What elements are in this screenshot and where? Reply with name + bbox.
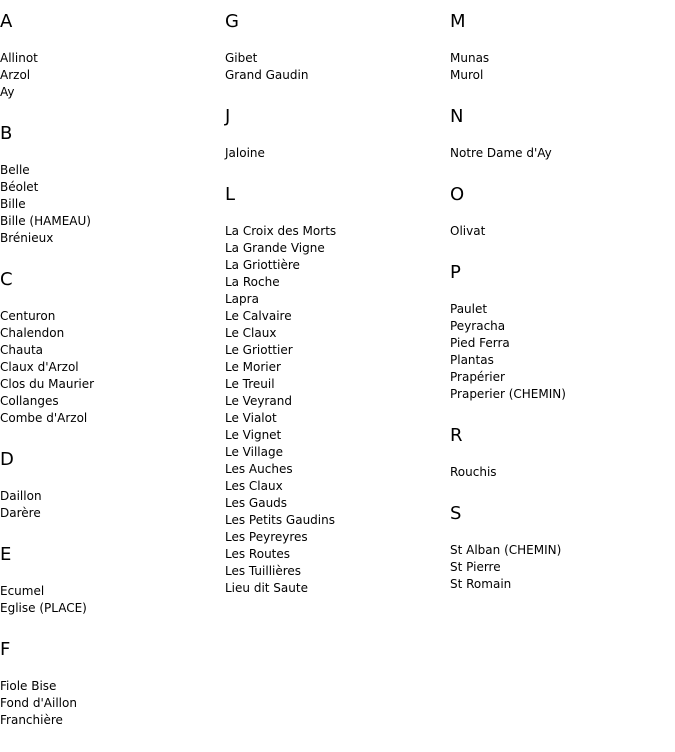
letter-heading: A	[0, 11, 13, 32]
street-name: Les Routes	[225, 547, 291, 561]
street-name: Bille (HAMEAU)	[0, 214, 91, 228]
letter-group	[0, 12, 220, 101]
letter-group	[450, 504, 670, 593]
letter-heading: E	[0, 544, 12, 565]
street-list	[450, 145, 670, 162]
letter-heading: S	[450, 503, 462, 524]
letter-heading: P	[450, 262, 461, 283]
street-name: Daillon	[0, 489, 42, 503]
street-name: Munas	[450, 51, 490, 65]
street-name: Fiole Bise	[0, 679, 57, 693]
letter-group	[450, 426, 670, 481]
street-name: Les Peyreyres	[225, 530, 308, 544]
street-name: La Grande Vigne	[225, 241, 325, 255]
street-list	[0, 162, 220, 247]
letter-heading: F	[0, 639, 11, 660]
letter-heading: N	[450, 106, 464, 127]
street-name: Franchière	[0, 713, 63, 727]
index-column	[225, 0, 445, 620]
letter-heading: O	[450, 184, 465, 205]
street-name: Jaloine	[225, 146, 265, 160]
letter-heading: L	[225, 184, 236, 205]
street-name: Plantas	[450, 353, 494, 367]
letter-heading: B	[0, 123, 13, 144]
street-name: Les Tuillières	[225, 564, 302, 578]
street-name: Brénieux	[0, 231, 54, 245]
street-name: Le Calvaire	[225, 309, 292, 323]
street-name: Ay	[0, 85, 15, 99]
street-name: Pied Ferra	[450, 336, 510, 350]
street-name: Chalendon	[0, 326, 65, 340]
street-name: Combe d'Arzol	[0, 411, 88, 425]
letter-heading: D	[0, 449, 14, 470]
street-name: Les Auches	[225, 462, 293, 476]
street-list	[450, 464, 670, 481]
street-name: Fond d'Aillon	[0, 696, 77, 710]
street-name: Le Griottier	[225, 343, 293, 357]
letter-group	[0, 545, 220, 617]
street-list	[0, 308, 220, 427]
street-name: Le Vignet	[225, 428, 282, 442]
street-name: Arzol	[0, 68, 31, 82]
street-list	[450, 542, 670, 593]
street-name: St Pierre	[450, 560, 501, 574]
street-name: Notre Dame d'Ay	[450, 146, 552, 160]
street-name: Le Veyrand	[225, 394, 292, 408]
street-name: Peyracha	[450, 319, 506, 333]
street-name: Les Claux	[225, 479, 283, 493]
letter-group	[225, 185, 445, 597]
letter-heading: J	[225, 106, 231, 127]
street-list	[450, 301, 670, 403]
street-list	[0, 488, 220, 522]
letter-group	[0, 450, 220, 522]
street-name: Centuron	[0, 309, 56, 323]
letter-group	[450, 12, 670, 84]
street-name: Le Morier	[225, 360, 281, 374]
street-name: Allinot	[0, 51, 38, 65]
index-column	[0, 0, 220, 752]
street-name: Le Claux	[225, 326, 277, 340]
letter-group	[450, 107, 670, 162]
street-list	[450, 50, 670, 84]
street-name: La Griottière	[225, 258, 300, 272]
street-list	[225, 50, 445, 84]
letter-group	[450, 185, 670, 240]
street-name: Murol	[450, 68, 484, 82]
street-name: Bille	[0, 197, 26, 211]
street-name: Le Treuil	[225, 377, 275, 391]
letter-group	[0, 124, 220, 247]
letter-group	[225, 12, 445, 84]
street-list	[0, 583, 220, 617]
street-name: Béolet	[0, 180, 39, 194]
letter-heading: C	[0, 269, 13, 290]
street-name: Chauta	[0, 343, 44, 357]
street-list	[0, 678, 220, 729]
street-name: Paulet	[450, 302, 488, 316]
street-name: Le Vialot	[225, 411, 277, 425]
letter-heading: G	[225, 11, 239, 32]
street-name: Ecumel	[0, 584, 45, 598]
street-name: Grand Gaudin	[225, 68, 309, 82]
street-name: Praperier (CHEMIN)	[450, 387, 566, 401]
letter-heading: M	[450, 11, 466, 32]
letter-group	[225, 107, 445, 162]
street-name: Eglise (PLACE)	[0, 601, 87, 615]
street-name: St Alban (CHEMIN)	[450, 543, 562, 557]
street-list	[225, 223, 445, 597]
street-name: Rouchis	[450, 465, 497, 479]
street-name: Les Gauds	[225, 496, 288, 510]
street-name: Le Village	[225, 445, 283, 459]
index-column	[450, 0, 670, 616]
street-name: Gibet	[225, 51, 258, 65]
street-name: Prapérier	[450, 370, 505, 384]
street-name: Clos du Maurier	[0, 377, 95, 391]
street-name: Lieu dit Saute	[225, 581, 308, 595]
street-name: La Roche	[225, 275, 280, 289]
street-name: Les Petits Gaudins	[225, 513, 335, 527]
street-name: Claux d'Arzol	[0, 360, 79, 374]
street-name: St Romain	[450, 577, 512, 591]
street-list	[225, 145, 445, 162]
street-name: Darère	[0, 506, 41, 520]
letter-group	[0, 270, 220, 427]
street-name: La Croix des Morts	[225, 224, 337, 238]
letter-group	[450, 263, 670, 403]
letter-group	[0, 640, 220, 729]
street-name: Lapra	[225, 292, 259, 306]
street-name: Collanges	[0, 394, 59, 408]
street-name: Olivat	[450, 224, 486, 238]
street-name: Belle	[0, 163, 30, 177]
letter-heading: R	[450, 425, 463, 446]
street-list	[0, 50, 220, 101]
street-list	[450, 223, 670, 240]
